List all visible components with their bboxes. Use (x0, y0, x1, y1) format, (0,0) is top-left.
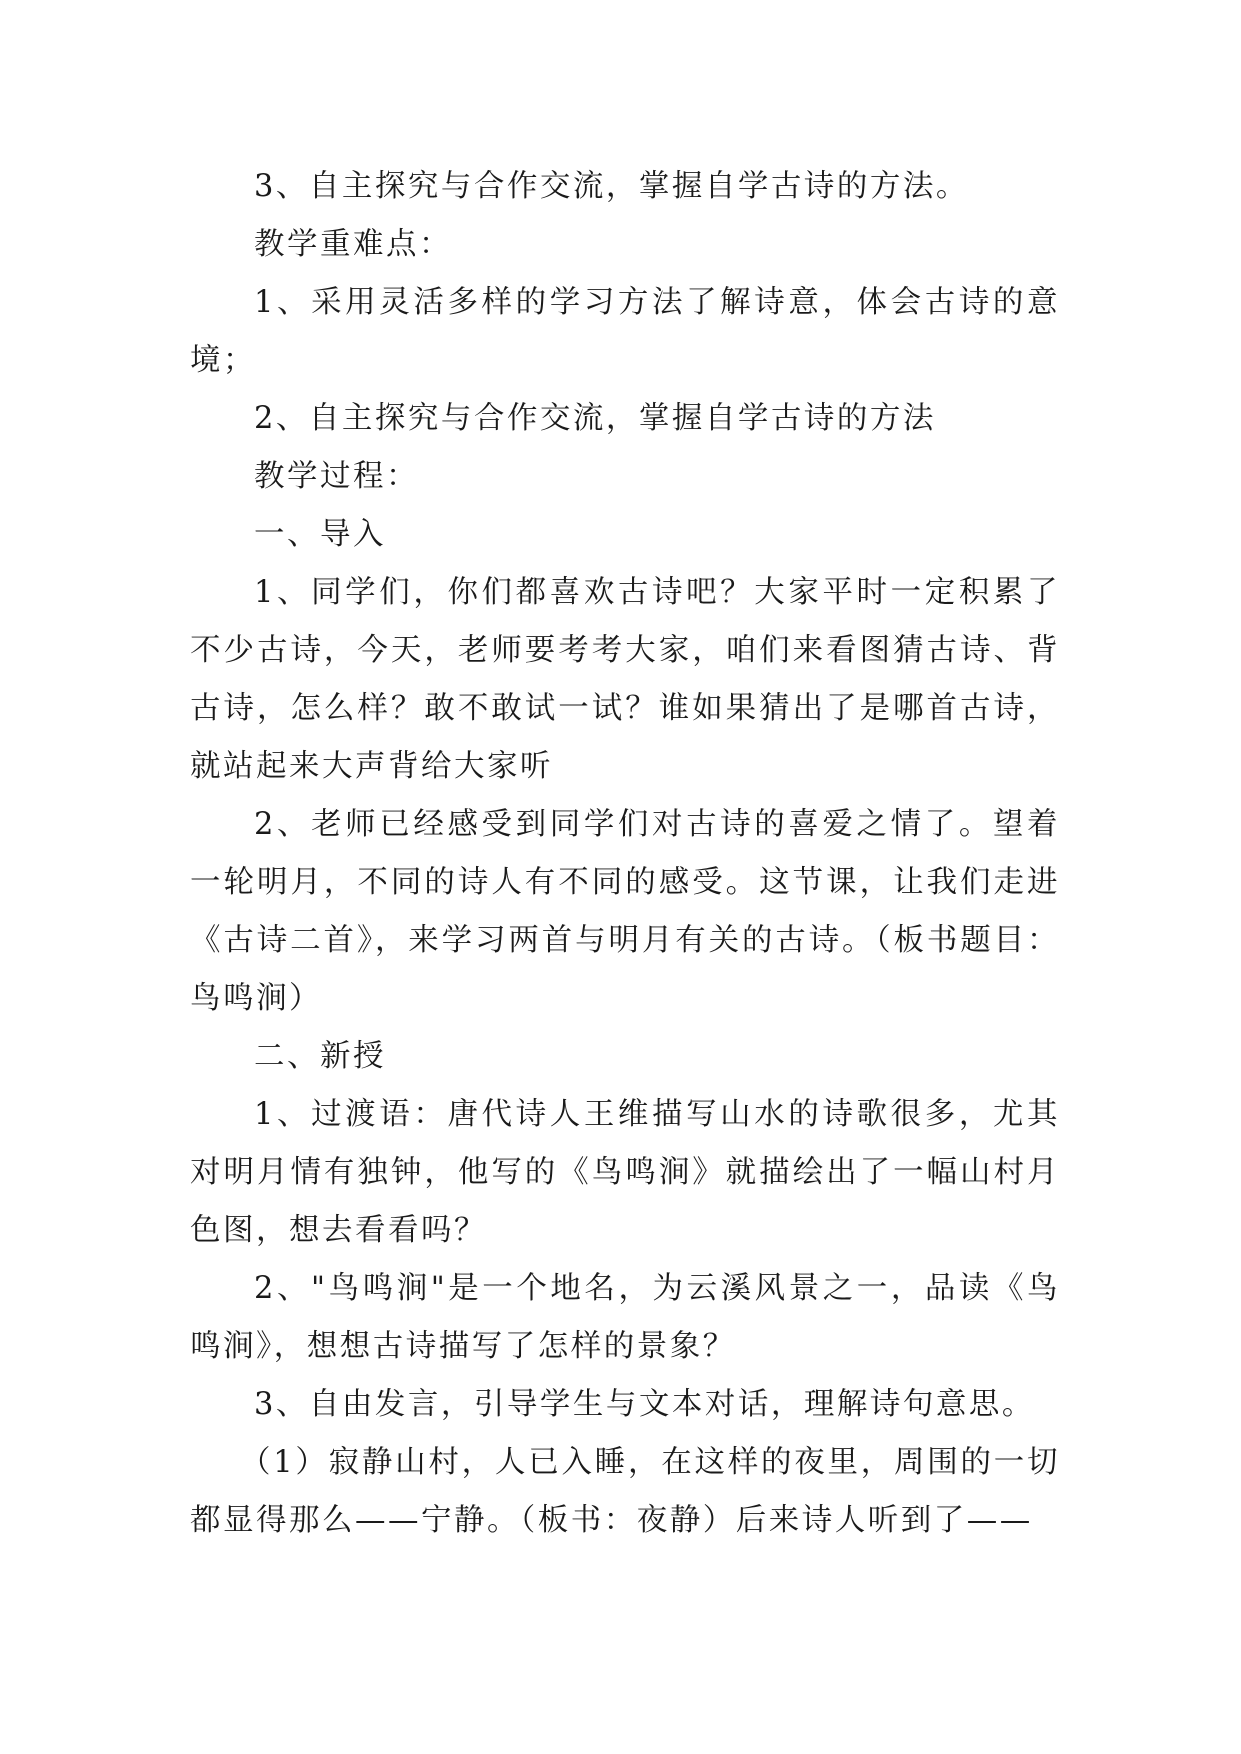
paragraph-sub-1: （1）寂静山村，人已入睡，在这样的夜里，周围的一切都显得那么——宁静。（板书：夜静）后来诗人听到了—— (190, 1445, 1060, 1538)
heading-key-difficulties: 教学重难点： (254, 227, 452, 262)
paragraph-new-3: 3、自由发言，引导学生与文本对话，理解诗句意思。 (254, 1387, 1035, 1422)
paragraph-objective-3: 3、自主探究与合作交流，掌握自学古诗的方法。 (254, 169, 969, 204)
paragraph-difficulty-1: 1、采用灵活多样的学习方法了解诗意，体会古诗的意境； (190, 285, 1060, 378)
paragraph-new-1: 1、过渡语：唐代诗人王维描写山水的诗歌很多，尤其对明月情有独钟，他写的《鸟鸣涧》就描绘出了一幅山村月色图，想去看看吗？ (190, 1097, 1060, 1248)
heading-introduction: 一、导入 (254, 517, 386, 552)
paragraph-new-2: 2、"鸟鸣涧"是一个地名，为云溪风景之一，品读《鸟鸣涧》，想想古诗描写了怎样的景象？ (190, 1271, 1060, 1364)
document-body (190, 158, 1060, 1550)
paragraph-difficulty-2: 2、自主探究与合作交流，掌握自学古诗的方法 (254, 401, 936, 436)
heading-new-lesson: 二、新授 (254, 1039, 386, 1074)
paragraph-intro-2: 2、老师已经感受到同学们对古诗的喜爱之情了。望着一轮明月，不同的诗人有不同的感受。这节课，让我们走进《古诗二首》，来学习两首与明月有关的古诗。（板书题目：鸟鸣涧） (190, 807, 1060, 1016)
heading-teaching-process: 教学过程： (254, 459, 419, 494)
paragraph-intro-1: 1、同学们，你们都喜欢古诗吧？大家平时一定积累了不少古诗，今天，老师要考考大家，咱们来看图猜古诗、背古诗，怎么样？敢不敢试一试？谁如果猜出了是哪首古诗，就站起来大声背给大家听 (190, 575, 1060, 784)
